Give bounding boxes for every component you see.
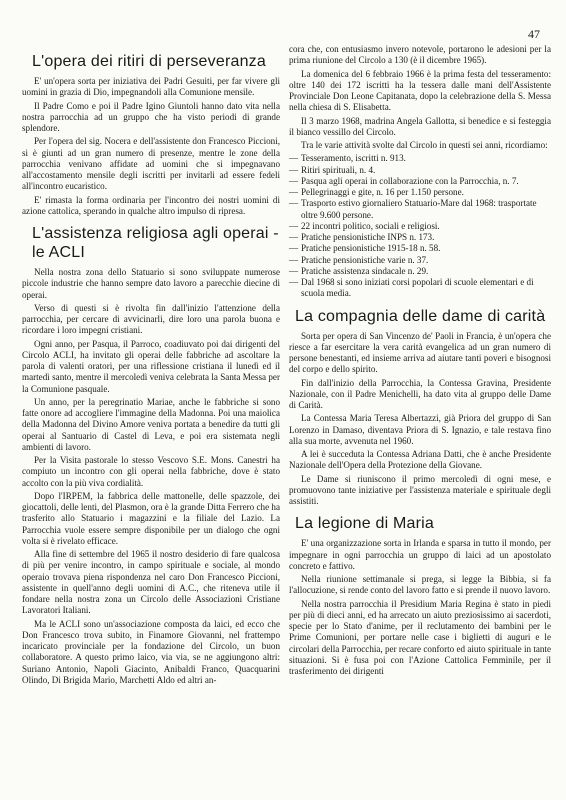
paragraph: E' una organizzazione sorta in Irlanda e sparsa in tutto il mondo, per impegnare in ogni parrocchia un gruppo di laici ad un apostolato concreto e fattivo. [289, 538, 551, 571]
paragraph: Il Padre Como e poi il Padre Igino Giuntoli hanno dato vita nella nostra parrocchia ad un gruppo che ha visto periodi di grande splendore. [22, 100, 280, 133]
paragraph: Nella nostra parrocchia il Presidium Maria Regina è stato in piedi per più di dieci anni, ed ha arrecato un aiuto preziosissimo ai sacerdoti, specie per lo Stato d'anime, per il reclutamento dei bambini per le Prime Comunioni, per portare nelle case i biglietti di auguri e le circolari della Parrocchia, per recare conforto ed aiuto spirituale in tante situazioni. Si è fusa poi con l'Azione Cattolica Femminile, per il trasferimento dei dirigenti [289, 598, 551, 676]
paragraph: Tra le varie attività svolte dal Circolo in questi sei anni, ricordiamo: [301, 140, 548, 150]
list-item: — Pratiche pensionistiche INPS n. 173. [289, 232, 551, 243]
paragraph: Ogni anno, per Pasqua, il Parroco, coadiuvato poi dai dirigenti del Circolo ACLI, ha invitato gli operai delle fabbriche ad ascoltare la parola di valenti oratori, per una riflessione cristiana il lunedì ed il martedì santo, mentre il mercoledì veniva celebrata la Santa Messa per la Comunione pasquale. [22, 338, 280, 394]
paragraph: Un anno, per la peregrinatio Mariae, anche le fabbriche si sono fatte onore ad accogliere l'immagine della Madonna. Poi una maiolica della Madonna del Divino Amore veniva portata a benedire da tutti gli operai al Santuario di Castel di Leva, e poi era sistemata negli ambienti di lavoro. [22, 396, 280, 452]
paragraph: Alla fine di settembre del 1965 il nostro desiderio di fare qualcosa di più per venire incontro, in campo spirituale e sociale, al mondo operaio trovava piena rispondenza nel caro Don Francesco Piccioni, assistente in quell'anno degli uomini di A.C., che riteneva utile il fondare nella nostra zona un Circolo delle Associazioni Cristiane Lavoratori Italiani. [22, 549, 280, 616]
list-item: — Tesseramento, iscritti n. 913. [289, 153, 551, 164]
right-column [289, 44, 551, 684]
paragraph: Il 3 marzo 1968, madrina Angela Gallotta, si benedice e si festeggia il bianco vessillo del Circolo. [289, 115, 551, 137]
section-acli [22, 224, 280, 686]
paragraph: Le Dame si riuniscono il primo mercoledì di ogni mese, e promuovono tante iniziative per l'assistenza materiale e spirituale degli assistiti. [289, 473, 551, 506]
section-title: L'assistenza religiosa agli operai - le ACLI [32, 225, 279, 261]
list-item: — Dal 1968 si sono iniziati corsi popolari di scuole elementari e di scuola media. [289, 277, 551, 300]
acli-continuation [289, 44, 551, 300]
paragraph: E' un'opera sorta per iniziativa dei Padri Gesuiti, per far vivere gli uomini in grazia di Dio, impegnandoli alla Comunione mensile. [22, 76, 280, 98]
paragraph: Nella nostra zona dello Statuario si sono sviluppate numerose piccole industrie che hanno sempre dato lavoro a parecchie diecine di operai. [22, 267, 280, 300]
paragraph: A lei è succeduta la Contessa Adriana Datti, che è anche Presidente Nazionale dell'Opera della Protezione della Giovane. [289, 449, 551, 471]
paragraph: La Contessa Maria Teresa Albertazzi, già Priora del gruppo di San Lorenzo in Damaso, diventava Priora di S. Ignazio, e tale restava fino alla sua morte, avvenuta nel 1960. [289, 413, 551, 446]
left-column [22, 52, 280, 693]
paragraph: cora che, con entusiasmo invero notevole, portarono le adesioni per la prima riunione del Circolo a 130 (è il dicembre 1965). [289, 44, 551, 66]
list-item: — Pratiche pensionistiche varie n. 37. [289, 255, 551, 266]
section-ritiri [22, 52, 280, 217]
list-item: — Ritiri spirituali, n. 4. [289, 165, 551, 176]
paragraph: Dopo l'IRPEM, la fabbrica delle mattonelle, delle spazzole, dei giocattoli, delle lenti, del Plasmon, ora è la grande Ditta Ferrero che ha trasferito allo Statuario i magazzini e la filiale del Lazio. La Parrocchia vuole essere sempre disponibile per un dialogo che ogni volta si è rivelato efficace. [22, 490, 280, 546]
list-item: — Trasporto estivo giornaliero Statuario-Mare dal 1968: trasportate oltre 9.600 persone. [289, 198, 551, 221]
paragraph: E' rimasta la forma ordinaria per l'incontro dei nostri uomini di azione cattolica, sperando in qualche altro impulso di ripresa. [22, 194, 280, 216]
section-title: La compagnia delle dame di carità [295, 307, 546, 325]
paragraph: Ma le ACLI sono un'associazione composta da laici, ed ecco che Don Francesco trova subito, in Finamore Giovanni, nel frattempo incaricato provinciale per la fondazione del Circolo, un buon collaboratore. A questo primo laico, via via, se ne aggiungono altri: Suriano Antonio, Napoli Giacinto, Anibaldi Franco, Quacquarini Olindo, Di Brigida Mario, Marchetti Aldo ed altri an- [22, 618, 280, 685]
section-title: L'opera dei ritiri di perseveranza [32, 53, 266, 70]
paragraph: Per la Visita pastorale lo stesso Vescovo S.E. Mons. Canestri ha compiuto un incontro con gli operai nella fabbriche, dove è stato accolto con la più viva cordialità. [22, 455, 280, 488]
list-item: — Pratiche pensionistiche 1915-18 n. 58. [289, 243, 551, 254]
paragraph: Verso di questi si è rivolta fin dall'inizio l'attenzione della parrocchia, per cercare di avvicinarli, dire loro una parola buona e ricordare i loro impegni cristiani. [22, 302, 280, 336]
page-number: 47 [528, 27, 540, 41]
activities-list [289, 153, 551, 299]
section-legione-maria [289, 514, 551, 677]
paragraph: Nella riunione settimanale si prega, si legge la Bibbia, si fa l'allocuzione, si rende conto del lavoro fatto e si prende il nuovo lavoro. [289, 574, 551, 596]
paragraph: Per l'opera del sig. Nocera e dell'assistente don Francesco Piccioni, si è giunti ad un gran numero di presenze, mentre le zone della parrocchia venivano affidate ad uomini che si impegnavano all'accostamento mensile degli iscritti per invitarli ad essere fedeli all'incontro eucaristico. [22, 136, 280, 192]
section-title: La legione di Maria [295, 515, 434, 533]
section-dame-carita [289, 307, 551, 508]
paragraph: Sorta per opera di San Vincenzo de' Paoli in Francia, è un'opera che riesce a far esercitare la vera carità evangelica ad un gran numero di persone benestanti, ed insieme arriva ad aiutare tanti poveri e bisognosi del corpo e dello spirito. [289, 330, 551, 375]
list-item: — 22 incontri politico, sociali e religiosi. [289, 221, 551, 232]
list-item: — Pasqua agli operai in collaborazione con la Parrocchia, n. 7. [289, 176, 551, 187]
paragraph: La domenica del 6 febbraio 1966 è la prima festa del tesseramento: oltre 140 dei 172 iscritti ha la tessera dalle mani dell'Assistente Provinciale Don Leone Capitanata, dopo la celebrazione della S. Messa nella chiesa di S. Elisabetta. [289, 68, 551, 113]
list-item: — Pratiche assistenza sindacale n. 29. [289, 266, 551, 277]
paragraph: Fin dall'inizio della Parrocchia, la Contessa Gravina, Presidente Nazionale, con il Padre Menichelli, ha dato vita al gruppo delle Dame di Carità. [289, 377, 551, 410]
list-item: — Pellegrinaggi e gite, n. 16 per 1.150 persone. [289, 187, 551, 198]
